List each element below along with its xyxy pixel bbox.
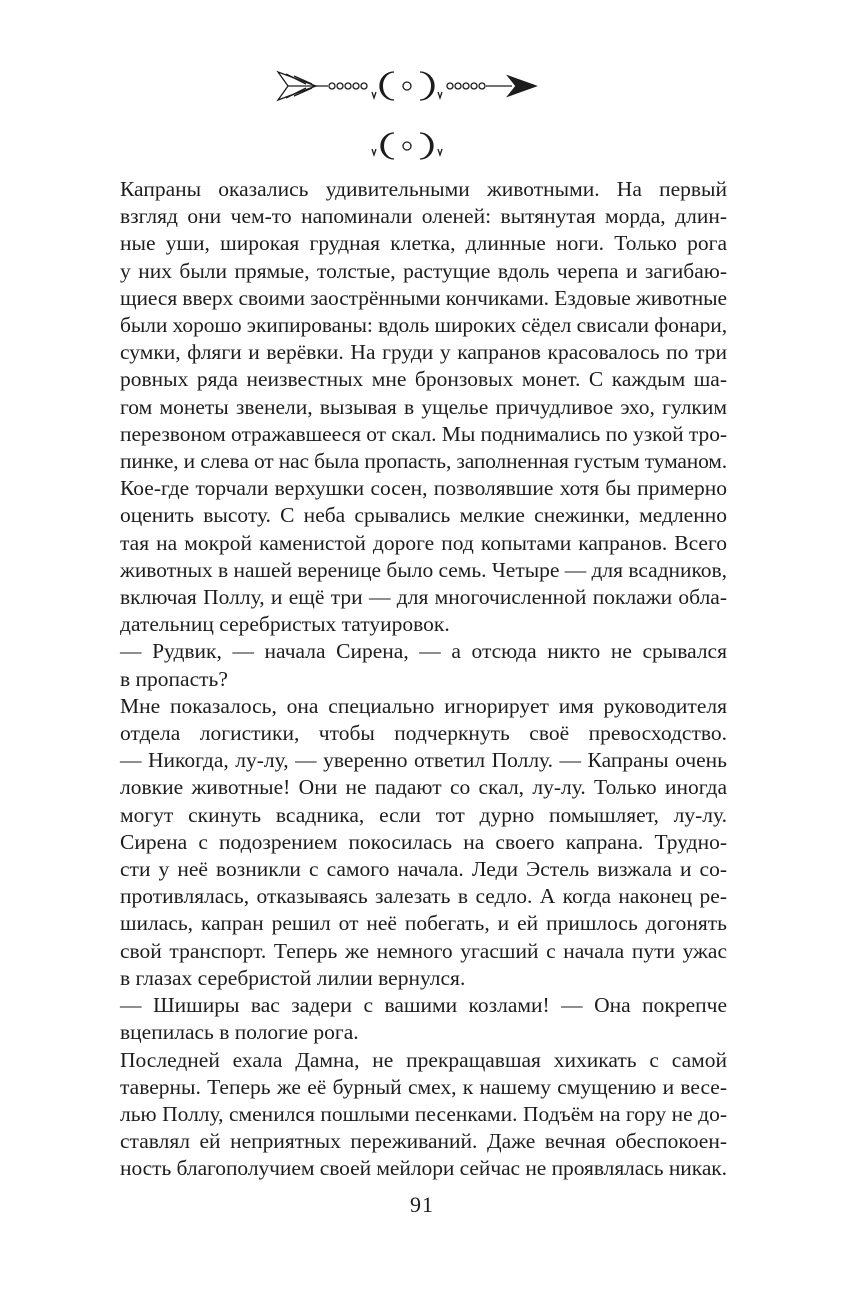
text-line: Последней ехала Дамна, не прекращавшая хихикать с самой <box>120 1047 727 1072</box>
text-line: таверны. Теперь же её бурный смех, к нашему смущению и весе- <box>120 1074 727 1099</box>
moon-scene-break <box>368 127 446 165</box>
text-line: ровных ряда неизвестных мне бронзовых монет. С каждым ша- <box>120 367 727 392</box>
text-line: Сирена с подозрением покосилась на своего капрана. Трудно- <box>120 829 727 854</box>
text-line: сти у неё возникли с самого начала. Леди Эстель визжала и со- <box>120 857 727 882</box>
text-line: перезвоном отражавшееся от скал. Мы поднимались по узкой тро- <box>120 421 727 446</box>
text-line: взгляд они чем-то напоминали оленей: вытянутая морда, длин- <box>120 204 727 229</box>
text-line: Мне показалось, она специально игнорирует имя руководителя <box>120 693 727 718</box>
text-line: Кое-где торчали верхушки сосен, позволявшие хотя бы примерно <box>120 476 727 501</box>
text-line: — Рудвик, — начала Сирена, — а отсюда никто не срывался <box>120 639 727 664</box>
text-line: включая Поллу, и ещё три — для многочисленной поклажи обла- <box>120 585 727 610</box>
text-line: сумки, фляги и верёвки. На груди у капранов красовалось по три <box>120 340 727 365</box>
text-line: ставлял ей неприятных переживаний. Даже вечная обеспокоен- <box>120 1129 727 1154</box>
arrow-moon-ornament <box>276 62 538 108</box>
text-line: у них были прямые, толстые, растущие вдоль черепа и загибаю- <box>120 258 727 283</box>
text-line: шилась, капран решил от неё побегать, и ей пришлось догонять <box>120 911 727 936</box>
text-line: могут скинуть всадника, если тот дурно помышляет, лу-лу. <box>120 802 727 827</box>
body-text <box>120 176 727 1183</box>
text-line: ность благополучием своей мейлори сейчас не проявлялась никак. <box>120 1156 727 1181</box>
text-line: в глазах серебристой лилии вернулся. <box>120 965 466 990</box>
text-line: лью Поллу, сменился пошлыми песенками. Подъём на гору не до- <box>120 1101 727 1126</box>
text-line: пинке, и слева от нас была пропасть, заполненная густым туманом. <box>120 449 727 474</box>
page-number: 91 <box>410 1192 434 1217</box>
text-line: — Никогда, лу-лу, — уверенно ответил Поллу. — Капраны очень <box>120 748 727 773</box>
text-line: животных в нашей веренице было семь. Четыре — для всадников, <box>120 557 727 582</box>
text-line: оценить высоту. С неба срывались мелкие снежинки, медленно <box>120 503 727 528</box>
text-line: Капраны оказались удивительными животными. На первый <box>120 177 727 201</box>
text-line: вцепилась в пологие рога. <box>120 1020 359 1045</box>
text-line: тая на мокрой каменистой дороге под копытами капранов. Всего <box>120 530 727 555</box>
text-line: щиеся вверх своими заострёнными кончиками. Ездовые животные <box>120 285 727 310</box>
text-line: дательниц серебристых татуировок. <box>120 612 450 637</box>
text-line: отдела логистики, чтобы подчеркнуть своё превосходство. <box>120 721 727 746</box>
text-line: — Шиширы вас задери с вашими козлами! — Она покрепче <box>120 993 727 1018</box>
text-line: ловкие животные! Они не падают со скал, лу-лу. Только иногда <box>120 775 727 800</box>
text-line: противлялась, отказываясь залезать в седло. А когда наконец ре- <box>120 884 727 909</box>
text-line: гом монеты звенели, вызывая в ущелье причудливое эхо, гулким <box>120 394 727 419</box>
text-line: свой транспорт. Теперь же немного угасший с начала пути ужас <box>120 938 727 963</box>
text-line: ные уши, широкая грудная клетка, длинные ноги. Только рога <box>120 231 727 256</box>
text-line: в пропасть? <box>120 666 228 691</box>
text-line: были хорошо экипированы: вдоль широких сёдел свисали фонари, <box>120 313 727 338</box>
